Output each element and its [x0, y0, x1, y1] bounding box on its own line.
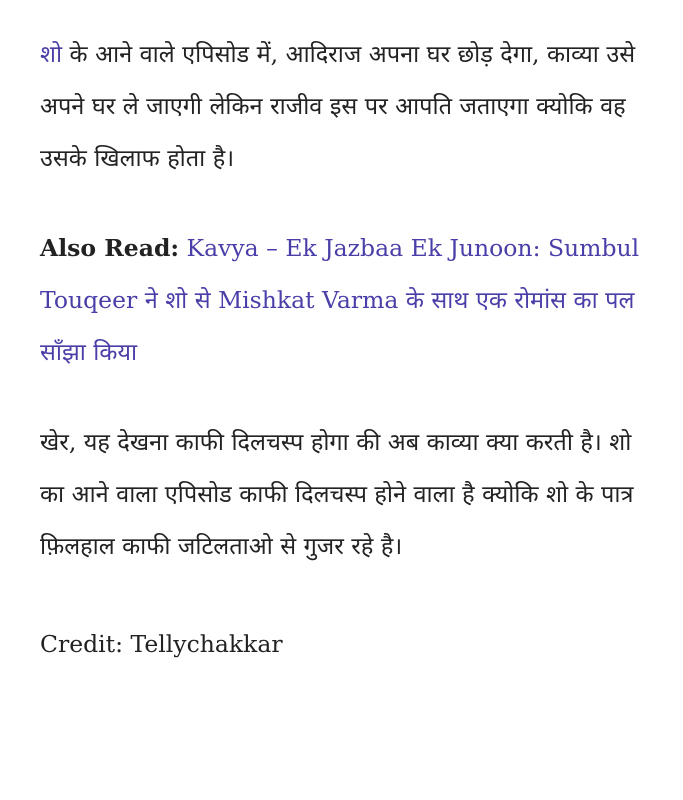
paragraph-conclusion-text: खेर, यह देखना काफी दिलचस्प होगा की अब काव्या क्या करती है। शो का आने वाला एपिसोड काफी दिलचस्प होने वाला है क्योकि शो के पात्र फ़िलहाल काफी जटिलताओ से गुजर रहे है।	[40, 428, 634, 560]
also-read-block	[40, 222, 643, 378]
also-read-label: Also Read:	[40, 234, 180, 262]
paragraph-episode-summary	[40, 28, 643, 184]
show-link[interactable]: शो	[40, 40, 63, 68]
credit-text: Credit: Tellychakkar	[40, 630, 283, 658]
credit-line	[40, 618, 643, 670]
paragraph-conclusion	[40, 416, 643, 572]
paragraph-episode-summary-text: के आने वाले एपिसोड में, आदिराज अपना घर छोड़ देगा, काव्या उसे अपने घर ले जाएगी लेकिन राजीव इस पर आपति जताएगा क्योकि वह उसके खिलाफ होता है।	[40, 40, 636, 172]
also-read-link[interactable]: Kavya – Ek Jazbaa Ek Junoon: Sumbul Touqeer ने शो से Mishkat Varma के साथ एक रोमांस का पल साँझा किया	[40, 234, 640, 366]
